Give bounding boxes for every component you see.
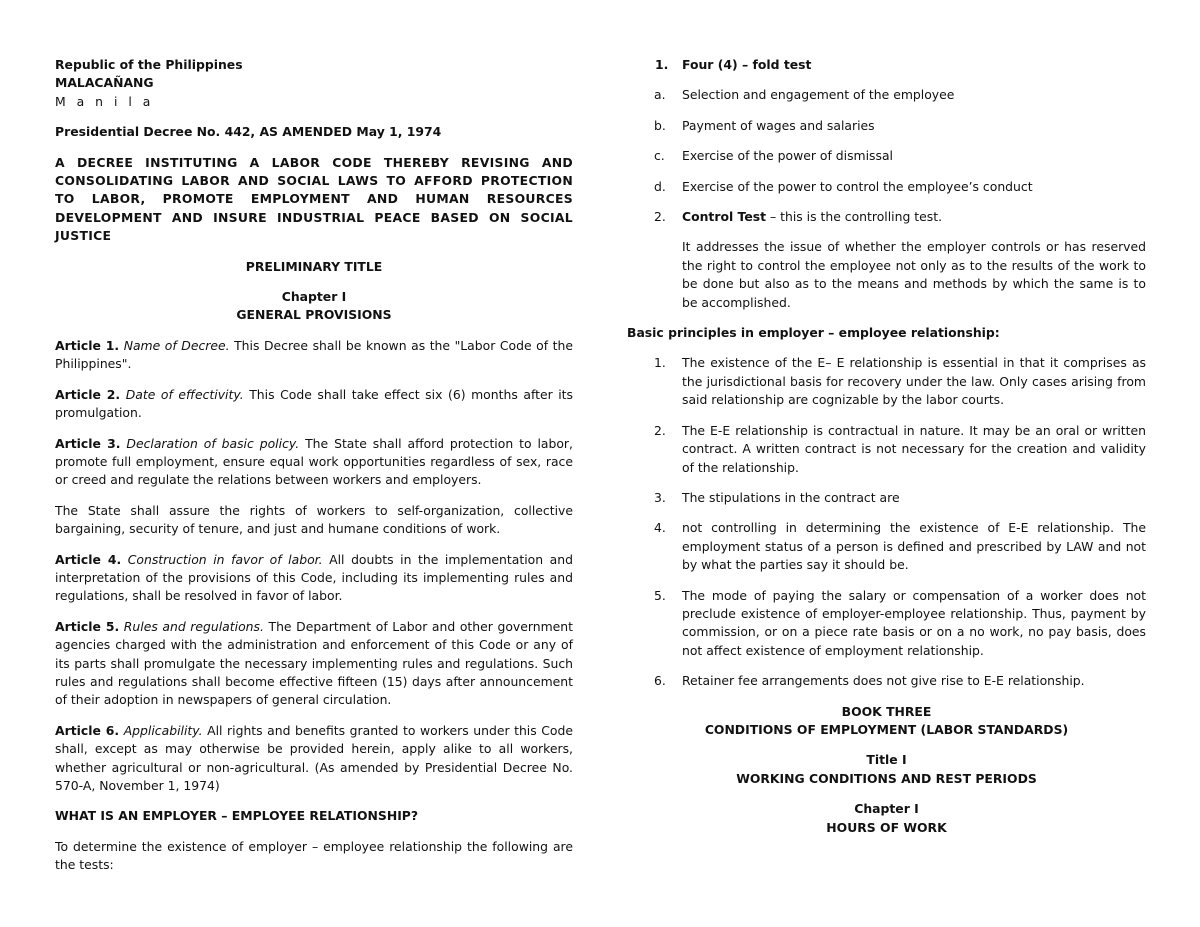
- subitem-b-text: Payment of wages and salaries: [682, 117, 875, 133]
- preliminary-title: PRELIMINARY TITLE: [245, 258, 383, 274]
- article-1-text: This Decree shall be known as the "Labor Code of the Philippines".: [55, 337, 573, 372]
- article-6: [55, 722, 573, 796]
- title-label: Title I: [866, 752, 907, 768]
- article-1-label: Article 1.: [55, 337, 120, 353]
- article-3-heading: Declaration of basic policy.: [126, 435, 300, 451]
- chapter-name-right: HOURS OF WORK: [826, 819, 947, 835]
- tests-intro: To determine the existence of employer – employee relationship the following are the tests:: [55, 838, 573, 873]
- article-4: [55, 551, 573, 606]
- article-1-heading: Name of Decree.: [123, 337, 230, 353]
- decree-title: A DECREE INSTITUTING A LABOR CODE THEREBY REVISING AND CONSOLIDATING LABOR AND SOCIAL LAWS TO AFFORD PROTECTION TO LABOR, PROMOTE EMPLOYMENT AND HUMAN RESOURCES DEVELOPMENT AND INSURE INDUSTRIAL PEACE BASED ON SOCIAL JUSTICE: [55, 154, 573, 244]
- article-4-label: Article 4.: [55, 551, 122, 567]
- article-5-text: The Department of Labor and other government agencies charged with the administration and enforcement of this Code or any of its parts shall promulgate the necessary implementing rules and regulations. Such rules and regulations shall become effective fifteen (15) days after announcement of their adoption in newspapers of general circulation.: [55, 618, 573, 708]
- principle-6: [627, 672, 1146, 690]
- test-2-label: Control Test: [682, 209, 767, 225]
- chapter-label: Chapter I: [281, 289, 347, 305]
- principle-1-text: The existence of the E– E relationship is essential in that it comprises as the jurisdictional basis for recovery under the law. Only cases arising from said relationship are cognizable by the labor courts.: [682, 355, 1146, 408]
- subitem-d: [627, 178, 1146, 196]
- header-republic: Republic of the Philippines: [55, 57, 243, 72]
- principle-5-text: The mode of paying the salary or compensation of a worker does not preclude existence of employer-employee relationship. Thus, payment by commission, or on a piece rate basis or on a no work, no pay basis, does not affect existence of employment relationship.: [682, 587, 1146, 658]
- article-6-label: Article 6.: [55, 722, 120, 738]
- principle-3-number: 3.: [654, 489, 666, 505]
- subitem-b: [627, 117, 1146, 135]
- chapter-label-right: Chapter I: [854, 801, 919, 817]
- article-3-paragraph-2: The State shall assure the rights of workers to self-organization, collective bargaining, security of tenure, and just and humane conditions of work.: [55, 502, 573, 537]
- test-2: [627, 208, 1146, 226]
- subitem-d-text: Exercise of the power to control the employee’s conduct: [682, 178, 1033, 194]
- article-6-heading: Applicability.: [123, 722, 203, 738]
- article-4-text: All doubts in the implementation and interpretation of the provisions of this Code, including its implementing rules and regulations, shall be resolved in favor of labor.: [55, 551, 573, 604]
- test-1-label: Four (4) – fold test: [682, 57, 812, 72]
- subitem-a-text: Selection and engagement of the employee: [682, 87, 955, 103]
- test-2-number: 2.: [654, 209, 666, 225]
- principle-4: [627, 519, 1146, 574]
- principle-3-text: The stipulations in the contract are: [682, 489, 900, 505]
- title-name: WORKING CONDITIONS AND REST PERIODS: [736, 770, 1037, 786]
- subitem-b-letter: b.: [654, 117, 666, 133]
- principle-3: [627, 489, 1146, 507]
- book-name: CONDITIONS OF EMPLOYMENT (LABOR STANDARDS): [704, 721, 1069, 737]
- subitem-c-letter: c.: [654, 148, 665, 164]
- article-4-heading: Construction in favor of labor.: [127, 551, 323, 567]
- article-5: [55, 618, 573, 710]
- book-label: BOOK THREE: [841, 703, 932, 719]
- employer-employee-question: WHAT IS AN EMPLOYER – EMPLOYEE RELATIONSHIP?: [55, 808, 419, 824]
- test-2-text: – this is the controlling test.: [766, 209, 943, 225]
- principle-2-text: The E-E relationship is contractual in nature. It may be an oral or written contract. A written contract is not necessary for the creation and validity of the relationship.: [682, 422, 1146, 475]
- principles-heading: Basic principles in employer – employee relationship:: [627, 325, 1000, 341]
- article-3: [55, 435, 573, 490]
- right-column: [627, 56, 1146, 849]
- subitem-c-text: Exercise of the power of dismissal: [682, 148, 893, 164]
- principle-4-text: not controlling in determining the existence of E-E relationship. The employment status of a person is defined and prescribed by LAW and not by what the parties say it should be.: [682, 520, 1146, 573]
- subitem-a: [627, 86, 1146, 104]
- article-1: [55, 337, 573, 374]
- article-6-text: All rights and benefits granted to workers under this Code shall, except as may otherwise be provided herein, apply alike to all workers, whether agricultural or non-agricultural. (As amended by Presidential Decree No. 570-A, November 1, 1974): [55, 722, 573, 793]
- article-2-heading: Date of effectivity.: [125, 386, 244, 402]
- subitem-c: [627, 147, 1146, 165]
- principle-2-number: 2.: [654, 422, 666, 438]
- principle-2: [627, 422, 1146, 477]
- principle-5: [627, 587, 1146, 661]
- principle-6-text: Retainer fee arrangements does not give rise to E-E relationship.: [682, 673, 1085, 689]
- article-3-text: The State shall afford protection to labor, promote full employment, ensure equal work opportunities regardless of sex, race or creed and regulate the relations between workers and employers.: [55, 435, 573, 488]
- test-1-heading: [627, 56, 1146, 74]
- test-1-number: 1.: [655, 57, 669, 72]
- subitem-a-letter: a.: [654, 87, 666, 103]
- article-2-text: This Code shall take effect six (6) months after its promulgation.: [55, 386, 573, 421]
- chapter-name: GENERAL PROVISIONS: [236, 307, 392, 323]
- decree-line: Presidential Decree No. 442, AS AMENDED May 1, 1974: [55, 124, 442, 140]
- subitem-d-letter: d.: [654, 178, 666, 194]
- article-2-label: Article 2.: [55, 386, 121, 402]
- principle-4-number: 4.: [654, 520, 666, 536]
- principle-6-number: 6.: [654, 673, 666, 689]
- principle-5-number: 5.: [654, 587, 666, 603]
- left-column: [55, 56, 573, 887]
- article-5-label: Article 5.: [55, 618, 120, 634]
- test-2-paragraph: It addresses the issue of whether the employer controls or has reserved the right to control the employee not only as to the results of the work to be done but also as to the means and methods by which the same is to be accomplished.: [682, 239, 1146, 310]
- header-manila: M a n i l a: [55, 93, 154, 109]
- principle-1-number: 1.: [654, 355, 666, 371]
- header-malacanang: MALACAÑANG: [55, 75, 154, 91]
- article-3-label: Article 3.: [55, 435, 121, 451]
- article-5-heading: Rules and regulations.: [123, 618, 264, 634]
- article-2: [55, 386, 573, 423]
- principle-1: [627, 354, 1146, 409]
